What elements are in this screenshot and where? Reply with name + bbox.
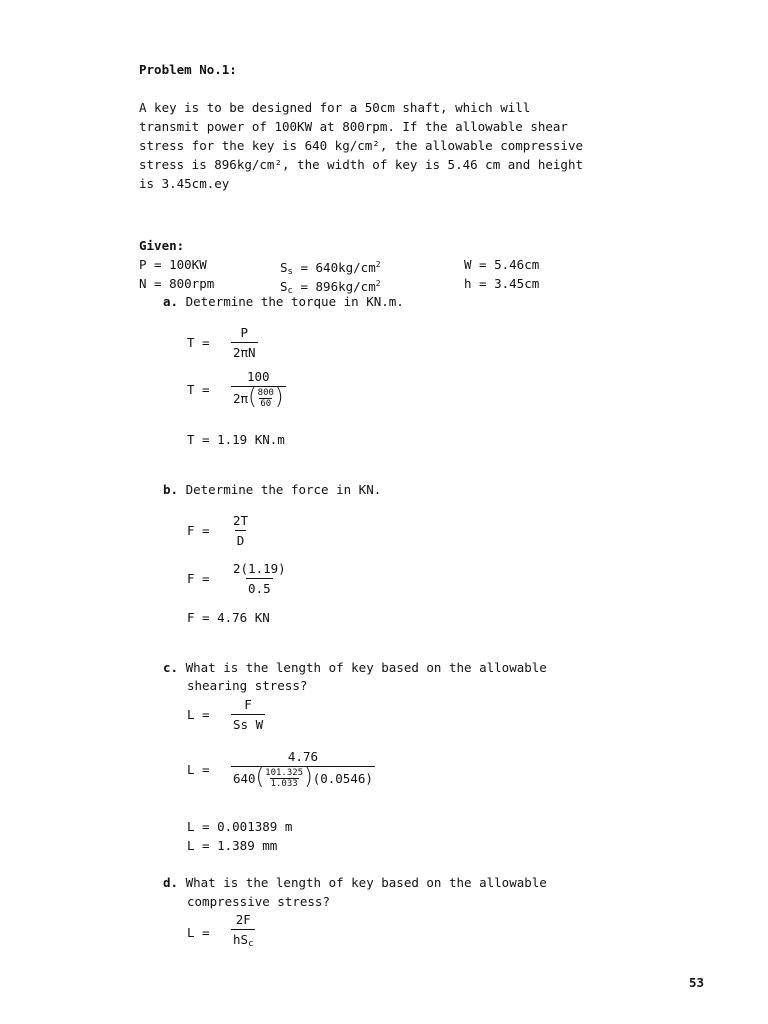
part-d-question-cont: compressive stress? bbox=[187, 894, 330, 909]
length-shear-result-mm: L = 1.389 mm bbox=[187, 838, 278, 853]
torque-result: T = 1.19 KN.m bbox=[187, 432, 285, 447]
statement-line: stress is 896kg/cm², the width of key is 5.46 cm and height bbox=[139, 157, 584, 172]
statement-line: A key is to be designed for a 50cm shaft, which will bbox=[139, 100, 531, 115]
force-result: F = 4.76 KN bbox=[187, 610, 270, 625]
length-shear-substitution: L = 4.76 640 ( $\frac{101.325}{1.033}$ ) (0.0546) bbox=[187, 749, 373, 790]
length-compressive-formula: L = $\frac{2F}{hS_c}$ bbox=[187, 912, 255, 952]
given-height: h = 3.45cm bbox=[464, 276, 540, 291]
length-shear-formula: L = $\frac{F}{\text{Ss W}}$ bbox=[187, 697, 264, 732]
given-label: Given: bbox=[139, 238, 185, 253]
part-c-question: c. What is the length of key based on the allowable bbox=[163, 660, 547, 675]
part-a-question: a. Determine the torque in KN.m. bbox=[163, 294, 404, 309]
statement-line: is 3.45cm.ey bbox=[139, 176, 230, 191]
given-compressive-stress: $S_c = 896kg/cm^2$ bbox=[280, 279, 381, 296]
torque-substitution: T = 100 2π ( $\frac{800}{60}$ ) bbox=[187, 369, 284, 410]
statement-line: stress for the key is 640 kg/cm², the allowable compressive bbox=[139, 138, 584, 153]
problem-statement bbox=[139, 98, 719, 193]
torque-formula: T = $\frac{P}{2\pi N}$ bbox=[187, 325, 256, 360]
page-number: 53 bbox=[688, 975, 704, 990]
given-width: W = 5.46cm bbox=[464, 257, 540, 272]
problem-title: Problem No.1: bbox=[139, 62, 237, 77]
given-shear-stress: $S_s = 640kg/cm^2$ bbox=[280, 260, 381, 277]
force-substitution: F = $\frac{2(1.19)}{0.5}$ bbox=[187, 561, 286, 596]
length-shear-result-m: L = 0.001389 m bbox=[187, 819, 293, 834]
part-c-question-cont: shearing stress? bbox=[187, 678, 308, 693]
statement-line: transmit power of 100KW at 800rpm. If the allowable shear bbox=[139, 119, 568, 134]
part-d-question: d. What is the length of key based on the allowable bbox=[163, 875, 547, 890]
given-speed: N = 800rpm bbox=[139, 276, 215, 291]
given-power: P = 100KW bbox=[139, 257, 207, 272]
part-b-question: b. Determine the force in KN. bbox=[163, 482, 382, 497]
force-formula: F = $\frac{2T}{D}$ bbox=[187, 513, 249, 548]
